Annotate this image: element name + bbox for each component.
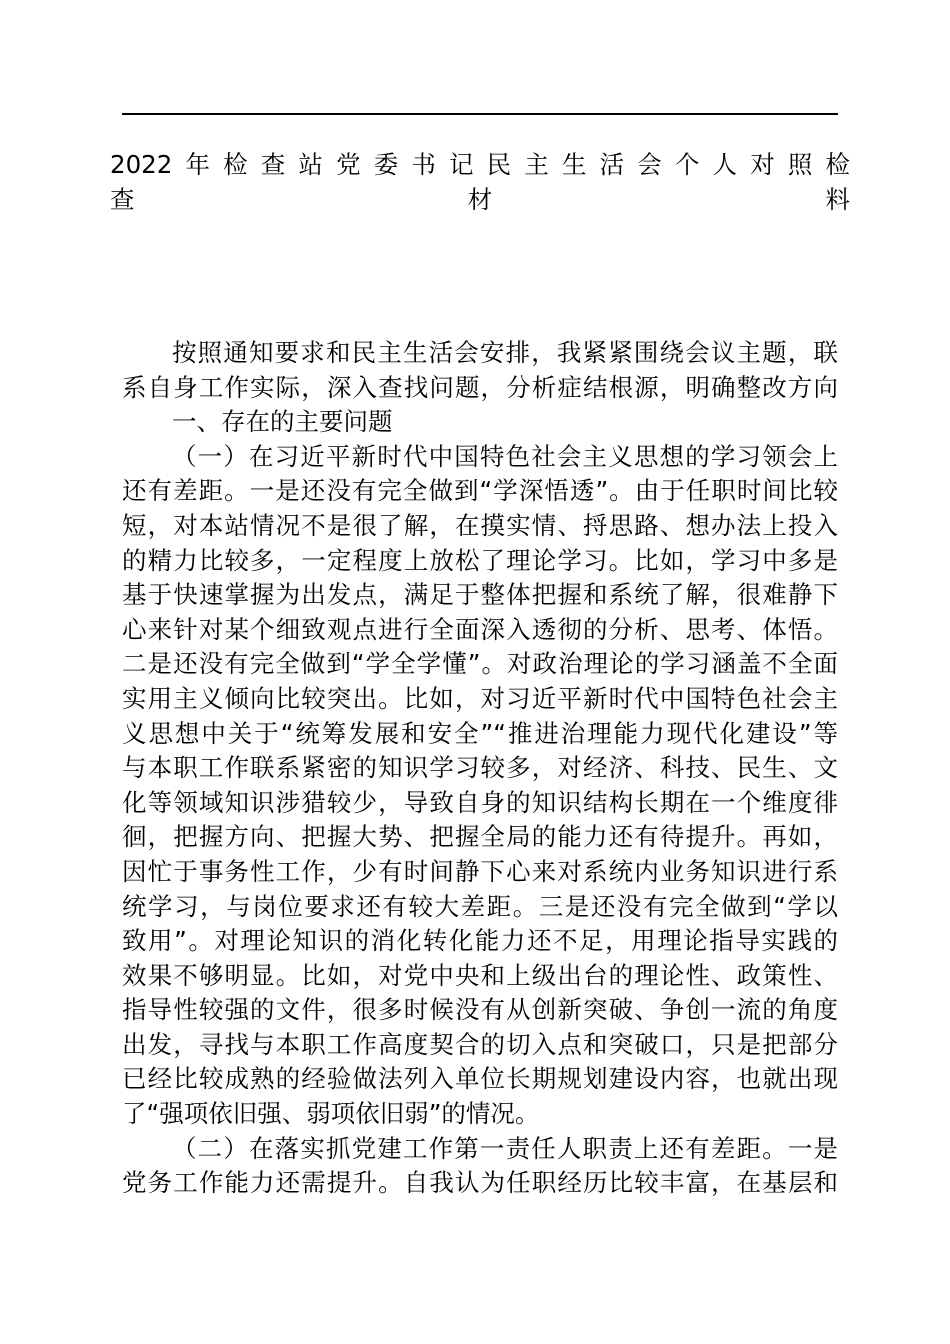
body-line: 指导性较强的文件，很多时候没有从创新突破、争创一流的角度 [122, 995, 838, 1025]
document-title [110, 148, 850, 217]
body-line: 实用主义倾向比较突出。比如，对习近平新时代中国特色社会主 [122, 683, 838, 713]
body-line: 系自身工作实际，深入查找问题，分析症结根源，明确整改方向 [122, 372, 838, 402]
body-line: 还有差距。一是还没有完全做到“学深悟透”。由于任职时间比较 [122, 476, 838, 506]
body-line: 化等领域知识涉猎较少，导致自身的知识结构长期在一个维度徘 [122, 787, 838, 817]
body-line: 效果不够明显。比如，对党中央和上级出台的理论性、政策性、 [122, 960, 838, 990]
body-line: 已经比较成熟的经验做法列入单位长期规划建设内容，也就出现 [122, 1064, 838, 1094]
body-line: 因忙于事务性工作，少有时间静下心来对系统内业务知识进行系 [122, 856, 838, 886]
body-line: （一）在习近平新时代中国特色社会主义思想的学习领会上 [172, 441, 838, 471]
body-line: 短，对本站情况不是很了解，在摸实情、捋思路、想办法上投入 [122, 510, 838, 540]
body-line: 出发，寻找与本职工作高度契合的切入点和突破口，只是把部分 [122, 1029, 838, 1059]
body-line: 致用”。对理论知识的消化转化能力还不足，用理论指导实践的 [122, 926, 838, 956]
body-line: 统学习，与岗位要求还有较大差距。三是还没有完全做到“学以 [122, 891, 838, 921]
body-line: 的精力比较多，一定程度上放松了理论学习。比如，学习中多是 [122, 545, 838, 575]
document-body [122, 336, 838, 1201]
body-line: 了“强项依旧强、弱项依旧弱”的情况。 [122, 1099, 540, 1129]
body-line: 党务工作能力还需提升。自我认为任职经历比较丰富，在基层和 [122, 1168, 838, 1198]
header-rule [122, 113, 838, 115]
body-line: 与本职工作联系紧密的知识学习较多，对经济、科技、民生、文 [122, 753, 838, 783]
title-line-2: 查材料 [110, 184, 850, 214]
body-line: 基于快速掌握为出发点，满足于整体把握和系统了解，很难静下 [122, 580, 838, 610]
body-line: 二是还没有完全做到“学全学懂”。对政治理论的学习涵盖不全面 [122, 649, 838, 679]
body-line: （二）在落实抓党建工作第一责任人职责上还有差距。一是 [172, 1133, 838, 1163]
body-line: 义思想中关于“统筹发展和安全”“推进治理能力现代化建设”等 [122, 718, 838, 748]
title-line-1: 2022年检查站党委书记民主生活会个人对照检 [110, 150, 850, 179]
section-heading: 一、存在的主要问题 [172, 407, 393, 437]
body-line: 心来针对某个细致观点进行全面深入透彻的分析、思考、体悟。 [122, 614, 838, 644]
body-line: 徊，把握方向、把握大势、把握全局的能力还有待提升。再如， [122, 822, 838, 852]
body-line: 按照通知要求和民主生活会安排，我紧紧围绕会议主题，联 [172, 338, 838, 367]
